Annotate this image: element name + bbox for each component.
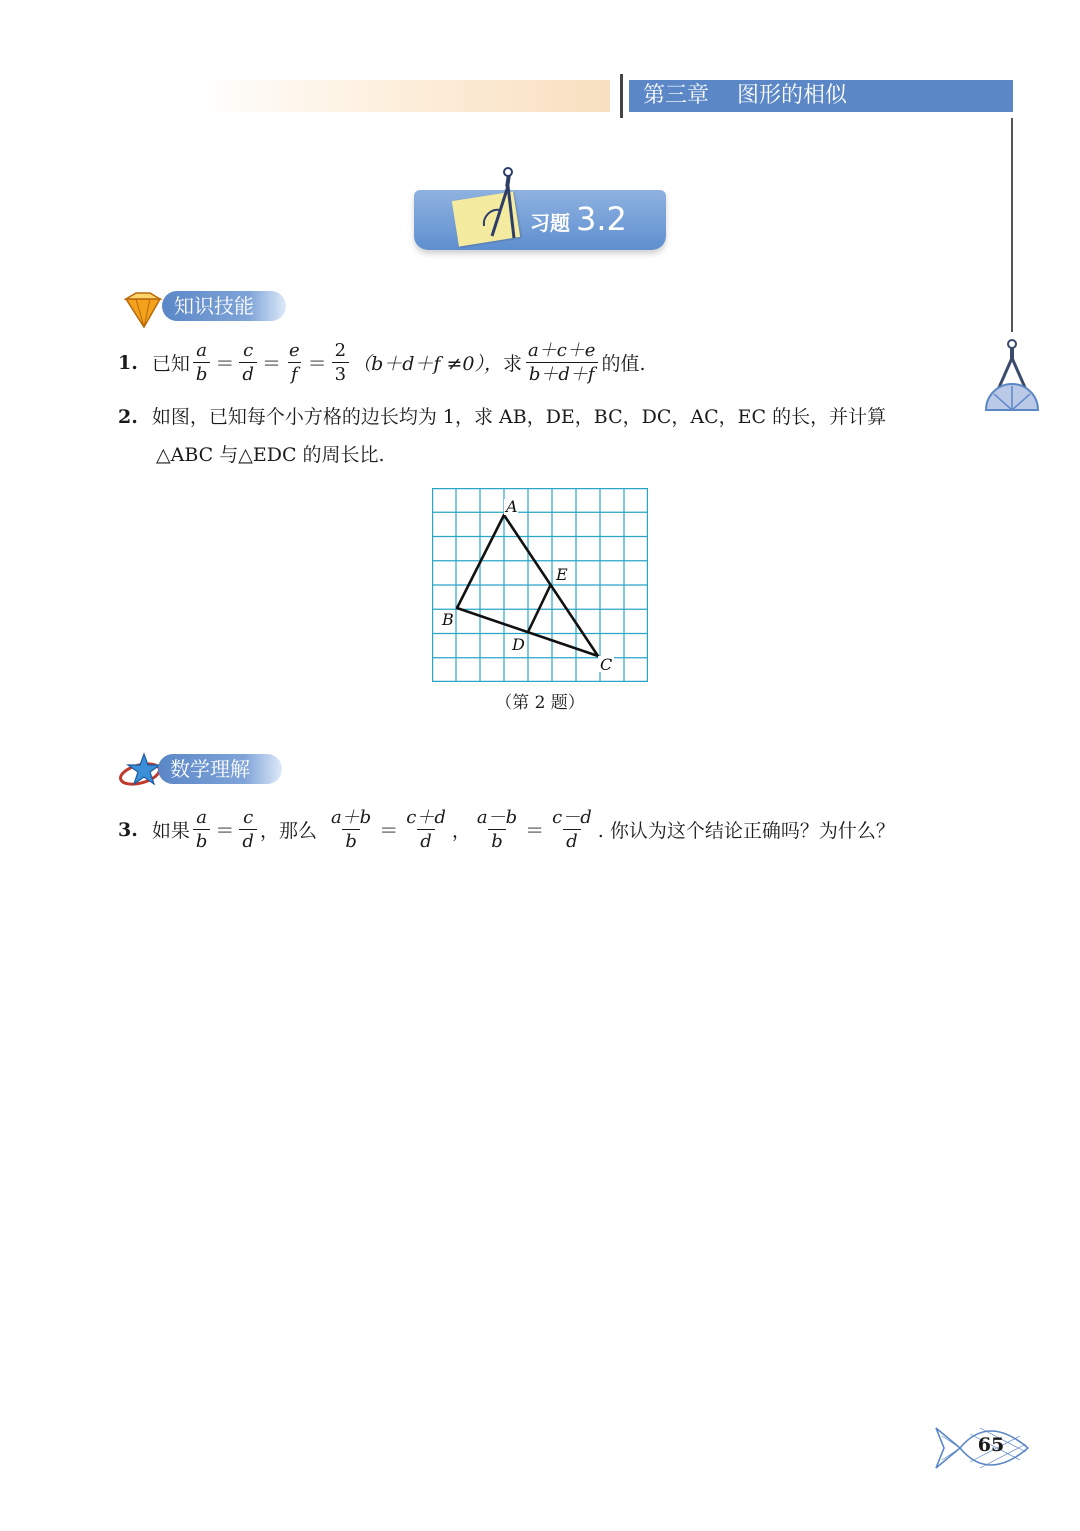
denominator: b (193, 829, 211, 852)
condition-text: （b＋d＋f ≠0）， (352, 353, 503, 375)
chapter-title: 图形的相似 (737, 83, 848, 108)
denominator: b (488, 829, 506, 852)
label-c: C (600, 655, 613, 674)
denominator: d (239, 829, 257, 852)
problem-2 (118, 398, 886, 474)
numerator: c (243, 807, 254, 828)
margin-line (1011, 118, 1013, 332)
problem-text: . 你认为这个结论正确吗？为什么？ (597, 820, 895, 842)
label-e: E (556, 565, 568, 584)
denominator: 3 (332, 362, 349, 385)
fraction (193, 807, 211, 852)
section-skills-header (122, 289, 292, 323)
header-decoration (195, 80, 610, 112)
numerator: a (196, 807, 207, 828)
problem-text: 如图，已知每个小方格的边长均为 1，求 AB，DE，BC，DC，AC，EC 的长，并计算 (151, 406, 887, 428)
figure-caption: （第 2 题） (495, 693, 585, 713)
denominator: d (239, 362, 257, 385)
numerator: a－b (476, 807, 518, 828)
denominator: b (193, 362, 211, 385)
problem-text: △ABC 与△EDC 的周长比. (156, 444, 385, 466)
fraction (193, 340, 211, 385)
section-skills-label: 知识技能 (174, 294, 254, 318)
compass-protractor-icon (980, 338, 1044, 418)
fraction (474, 807, 520, 852)
denominator: b (342, 829, 360, 852)
problem-3: 3. 如果 $\frac{a}{b}$ ＝ $\frac{c}{d}$ ，那么 $\frac{a+b}{b}$ ＝ $\frac{c+d}{d}$ ， $\frac{a-b}{b}$ ＝ $\frac{c-d}{d}$ . 你认为这个结论正确吗？为什么？ (118, 807, 895, 852)
numerator: c－d (552, 807, 592, 828)
fraction (239, 340, 257, 385)
problem-text: 的值. (601, 353, 646, 375)
grid-figure (432, 488, 648, 682)
denominator: f (288, 362, 301, 385)
problem-text: ， (451, 820, 471, 842)
fraction (328, 807, 374, 852)
denominator: b＋d＋f (526, 362, 598, 385)
section-understanding-header (118, 752, 288, 786)
fraction (286, 340, 303, 385)
exercise-title (530, 200, 627, 240)
exercise-number: 3.2 (576, 200, 627, 238)
numerator: c (243, 340, 254, 361)
chapter-header (629, 80, 1013, 112)
numerator: e (288, 340, 300, 361)
numerator: a＋b (330, 807, 372, 828)
chapter-number: 第三章 (643, 83, 710, 108)
segment-de (528, 584, 551, 632)
problem-1: 1. 已知 $\frac{a}{b}$ ＝ $\frac{c}{d}$ ＝ $\frac{e}{f}$ ＝ $\frac{2}{3}$ （b＋d＋f ≠0）， 求 $\frac{a+c+e}{b+d+f}$ 的值. (118, 340, 646, 385)
problem-number: 2. (118, 406, 138, 428)
header-divider (620, 74, 623, 118)
numerator: c＋d (406, 807, 446, 828)
numerator: 2 (334, 340, 347, 361)
denominator: d (563, 829, 581, 852)
problem-number: 1. (118, 351, 138, 374)
label-a: A (506, 497, 518, 516)
page-number: 65 (977, 1434, 1005, 1456)
exercise-word: 习题 (530, 211, 570, 235)
fraction (525, 340, 598, 385)
problem-text: 已知 (151, 353, 190, 375)
problem-text: ，那么 (259, 820, 317, 842)
grid-lines (432, 488, 648, 682)
compass-icon (470, 166, 530, 244)
fraction (549, 807, 595, 852)
problem-number: 3. (118, 818, 138, 841)
fraction (403, 807, 449, 852)
problem-text: 如果 (151, 820, 190, 842)
fraction (332, 340, 349, 385)
label-b: B (442, 610, 454, 629)
fraction (239, 807, 257, 852)
problem-text: 求 (502, 353, 522, 375)
diamond-gem-icon (122, 289, 166, 329)
section-understanding-label: 数学理解 (170, 757, 250, 781)
label-d: D (512, 635, 525, 654)
numerator: a＋c＋e (528, 340, 596, 361)
denominator: d (417, 829, 435, 852)
numerator: a (196, 340, 207, 361)
